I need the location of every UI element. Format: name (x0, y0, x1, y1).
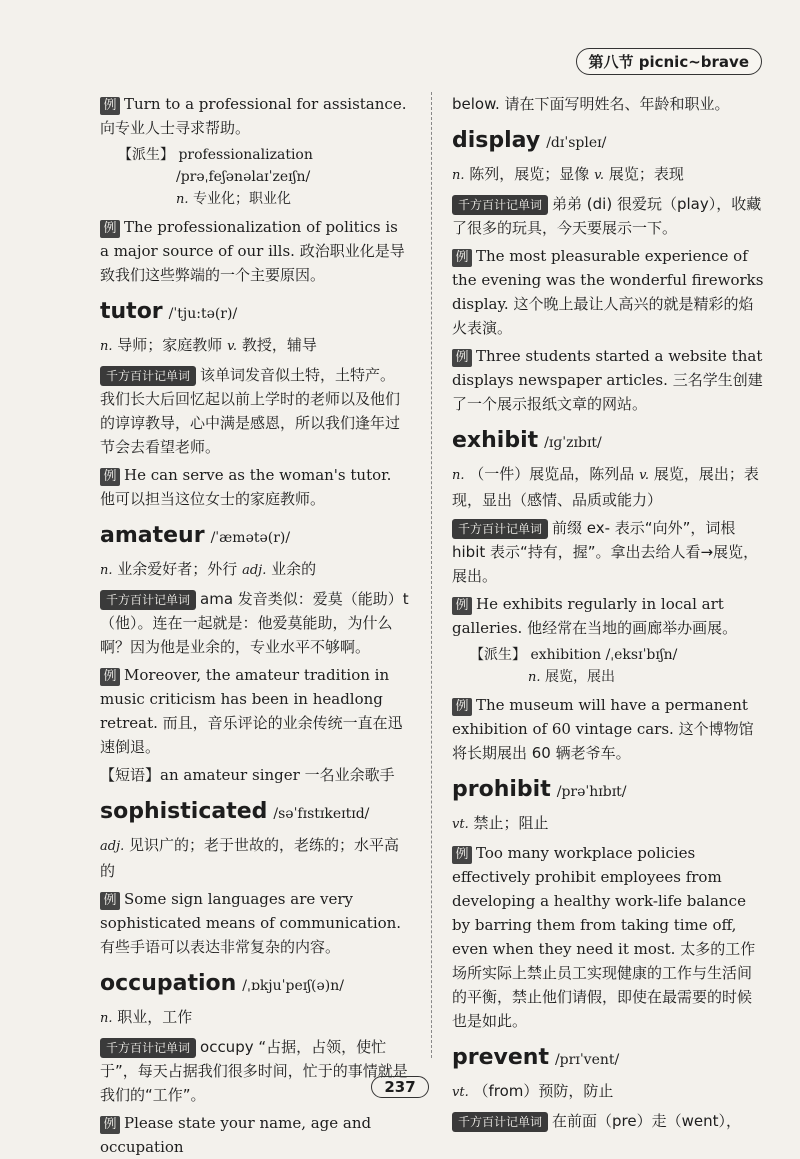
example-icon: 例 (100, 220, 120, 238)
entry-headword: display /dɪˈspleɪ/ (452, 128, 607, 153)
example-icon: 例 (100, 1116, 120, 1134)
column-divider (431, 92, 432, 1058)
definition: n. 导师；家庭教师 v. 教授，辅导 (100, 336, 317, 354)
example-icon: 例 (452, 597, 472, 615)
derivative: 【派生】 exhibition /ˌeksɪˈbɪʃn/ n. 展览，展出 (470, 647, 678, 685)
entry-headword: occupation /ˌɒkjuˈpeɪʃ(ə)n/ (100, 971, 344, 996)
example: 例 Too many workplace policies effectively prohibit employees from developing a healthy work-life balance by barring them from taking time off, even when they need it most. 太多的工作场所实际上禁止员工实现健康的工作与生活间的平衡，禁止他们请假，即使在最需要的时候也是如此。 (452, 844, 756, 1030)
example: 例 He exhibits regularly in local art galleries. 他经常在当地的画廊举办画展。 (452, 595, 738, 637)
definition: n. 职业，工作 (100, 1008, 193, 1026)
example: 例 Moreover, the amateur tradition in music criticism has been in headlong retreat. 而且，音乐评论的业余传统一直在迅速倒退。 (100, 666, 403, 756)
entry-headword: sophisticated /səˈfɪstɪkeɪtɪd/ (100, 799, 370, 824)
entry-headword: prohibit /prəˈhɪbɪt/ (452, 777, 627, 802)
memo-tag: 千方百计记单词 (100, 590, 196, 610)
memory-tip: 千方百计记单词 前缀 ex- 表示“向外”，词根 hibit 表示“持有，握”。拿出去给人看→展览，展出。 (452, 519, 759, 585)
memo-tag: 千方百计记单词 (452, 195, 548, 215)
example: 例 He can serve as the woman's tutor. 他可以担当这位女士的家庭教师。 (100, 466, 392, 508)
right-column (452, 92, 764, 1130)
page-footer (0, 1077, 800, 1096)
definition: n. 业余爱好者；外行 adj. 业余的 (100, 560, 317, 578)
page-number: 237 (371, 1076, 428, 1098)
example-icon: 例 (100, 97, 120, 115)
example-icon: 例 (100, 892, 120, 910)
derivative: 【派生】 professionalization /prəˌfeʃənəlaɪˈzeɪʃn/ n. 专业化；职业化 (118, 147, 313, 207)
memo-tag: 千方百计记单词 (100, 366, 196, 386)
entry-headword: amateur /ˈæmətə(r)/ (100, 523, 291, 548)
example: 例 The museum will have a permanent exhibition of 60 vintage cars. 这个博物馆将长期展出 60 辆老爷车。 (452, 696, 754, 762)
memo-tag: 千方百计记单词 (452, 1112, 548, 1132)
section-tab: 第八节 picnic~brave (576, 48, 762, 75)
memory-tip: 千方百计记单词 该单词发音似土特，土特产。我们长大后回忆起以前上学时的老师以及他们的谆谆教导，心中满是感恩，所以我们逢年过节会去看望老师。 (100, 366, 401, 456)
example-icon: 例 (452, 349, 472, 367)
example: 例 Some sign languages are very sophisticated means of communication. 有些手语可以表达非常复杂的内容。 (100, 890, 402, 956)
example: 例 Three students started a website that displays newspaper articles. 三名学生创建了一个展示报纸文章的网站。 (452, 347, 763, 413)
memory-tip: 千方百计记单词 occupy “占据，占领，使忙于”，每天占据我们很多时间，忙于的事情就是我们的“工作”。 (100, 1038, 408, 1104)
example-icon: 例 (452, 846, 472, 864)
phrase: 【短语】an amateur singer 一名业余歌手 (100, 766, 395, 784)
entry-headword: prevent /prɪˈvent/ (452, 1045, 620, 1070)
example-icon: 例 (452, 249, 472, 267)
example: 例 Please state your name, age and occupation (100, 1114, 372, 1156)
definition: vt. 禁止；阻止 (452, 814, 549, 832)
entry-headword: exhibit /ɪɡˈzɪbɪt/ (452, 428, 602, 453)
memory-tip: 千方百计记单词 ama 发音类似：爱莫（能助）t（他）。连在一起就是：他爱莫能助，为什么啊？因为他是业余的，专业水平不够啊。 (100, 590, 409, 656)
example-icon: 例 (100, 668, 120, 686)
example-icon: 例 (452, 698, 472, 716)
memory-tip: 千方百计记单词 在前面（pre）走（went）， (452, 1109, 764, 1133)
definition: n. （一件）展览品，陈列品 v. 展览，展出；表现，显出（感情、品质或能力） (452, 465, 759, 509)
example: 例 The most pleasurable experience of the evening was the wonderful fireworks display. 这个晚上最让人高兴的就是精彩的焰火表演。 (452, 247, 764, 337)
definition: adj. 见识广的；老于世故的，老练的；水平高的 (100, 836, 400, 880)
example-continuation: below. 请在下面写明姓名、年龄和职业。 (452, 95, 730, 113)
example: 例 Turn to a professional for assistance. 向专业人士寻求帮助。 (100, 95, 407, 137)
memo-tag: 千方百计记单词 (452, 519, 548, 539)
definition: n. 陈列，展览；显像 v. 展览；表现 (452, 165, 684, 183)
definition: vt. （from）预防，防止 (452, 1082, 614, 1100)
example-icon: 例 (100, 468, 120, 486)
memo-tag: 千方百计记单词 (100, 1038, 196, 1058)
entry-headword: tutor /ˈtju:tə(r)/ (100, 299, 238, 324)
example: 例 The professionalization of politics is a major source of our ills. 政治职业化是导致我们这些弊端的一个主要原因。 (100, 218, 405, 284)
memory-tip: 千方百计记单词 弟弟 (di) 很爱玩（play），收藏了很多的玩具，今天要展示一下。 (452, 195, 762, 237)
